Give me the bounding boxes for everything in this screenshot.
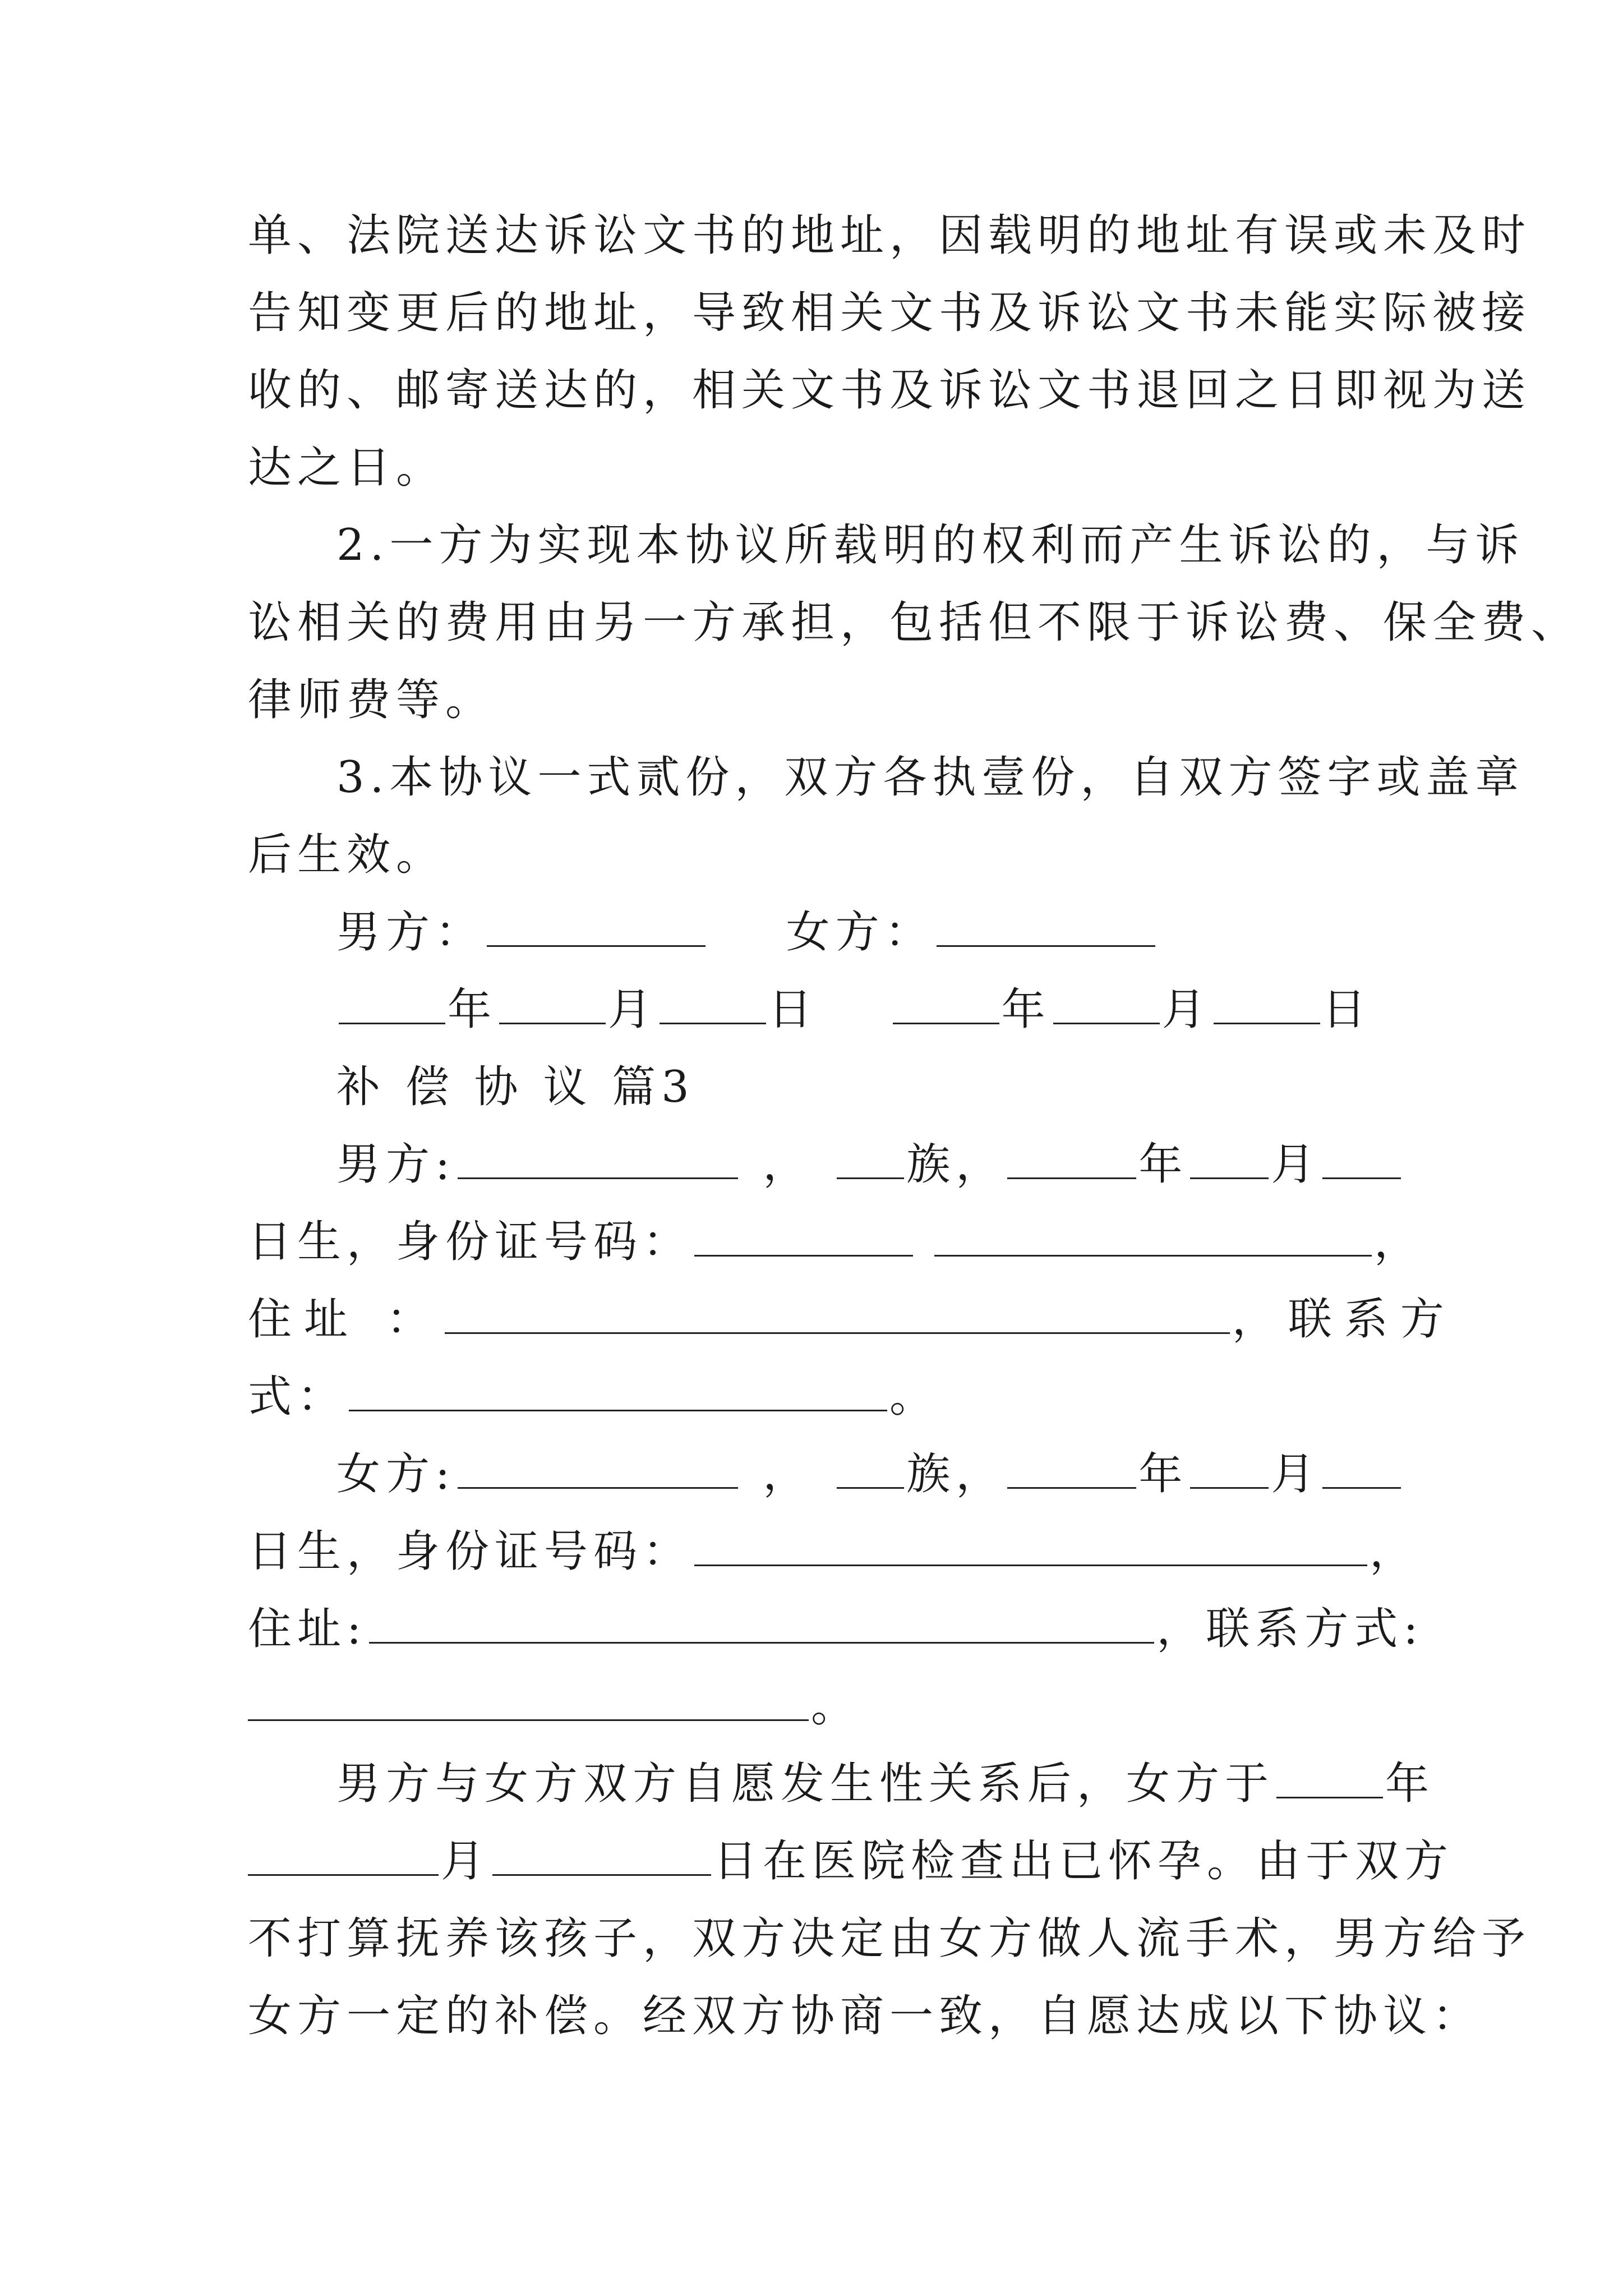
contact-label: ，联系方式:	[1156, 1604, 1424, 1654]
para-text: 日在医院检查出已怀孕。由于双方	[713, 1836, 1454, 1887]
male-id-row	[248, 1214, 1424, 1270]
male-name-blank[interactable]	[458, 1140, 738, 1179]
female-address-label: 住址:	[248, 1604, 367, 1654]
date-month-label: 月	[1161, 984, 1211, 1035]
female-birth-day-blank[interactable]	[1322, 1450, 1401, 1489]
female-info-row	[336, 1446, 1386, 1502]
text-line-3: 收的、邮寄送达的，相关文书及诉讼文书退回之日即视为送	[248, 365, 1532, 416]
female-birth-year-blank[interactable]	[1007, 1450, 1136, 1489]
date-year-label: 年	[448, 984, 497, 1035]
signature-row	[336, 904, 1386, 960]
male-address-label: 住址 ：	[248, 1294, 442, 1345]
para-line-2	[248, 1833, 1454, 1889]
female-id-row	[248, 1524, 1419, 1580]
female-birth-month-blank[interactable]	[1190, 1450, 1269, 1489]
female-signature-blank[interactable]	[937, 908, 1155, 947]
male-date-year-blank[interactable]	[339, 986, 445, 1024]
female-id-blank[interactable]	[694, 1527, 1367, 1566]
month-label: 月	[441, 1836, 491, 1887]
date-month-label: 月	[608, 984, 658, 1035]
para-line-3: 不打算抚养该孩子，双方决定由女方做人流手术，男方给予	[248, 1913, 1532, 1964]
clause-2-line-3: 律师费等。	[248, 675, 495, 725]
female-name-blank[interactable]	[458, 1450, 738, 1489]
male-id-label: 日生，身份证号码：	[248, 1217, 693, 1267]
male-id-blank-2[interactable]	[934, 1218, 1372, 1257]
female-address-row	[248, 1601, 1424, 1657]
male-address-row	[248, 1291, 1456, 1347]
female-ethnic-blank[interactable]	[837, 1450, 904, 1489]
month-label: 月	[1271, 1139, 1321, 1190]
male-date-month-blank[interactable]	[499, 986, 606, 1024]
pregnancy-month-blank[interactable]	[248, 1837, 439, 1876]
year-label: 年	[1385, 1759, 1435, 1809]
female-label: 女方:	[336, 1449, 456, 1499]
date-year-label: 年	[1001, 984, 1051, 1035]
comma: ，	[1374, 1217, 1424, 1267]
male-ethnic-blank[interactable]	[837, 1140, 904, 1179]
male-birth-day-blank[interactable]	[1322, 1140, 1401, 1179]
female-date-month-blank[interactable]	[1053, 986, 1160, 1024]
male-contact-blank[interactable]	[349, 1373, 887, 1411]
para-line-4: 女方一定的补偿。经双方协商一致，自愿达成以下协议：	[248, 1991, 1482, 2041]
male-date-day-blank[interactable]	[660, 986, 766, 1024]
female-contact-row	[248, 1678, 1386, 1734]
section-title: 补 偿 协 议 篇3	[336, 1062, 695, 1112]
pregnancy-year-blank[interactable]	[1276, 1760, 1383, 1798]
male-id-blank-1[interactable]	[694, 1218, 913, 1257]
para-line-1	[336, 1756, 1435, 1812]
comma: ，	[1370, 1526, 1419, 1577]
clause-3-line-1: 3.本协议一式贰份，双方各执壹份，自双方签字或盖章	[336, 752, 1525, 803]
period: 。	[811, 1681, 861, 1732]
para-text: 男方与女方双方自愿发生性关系后，女方于	[336, 1759, 1275, 1809]
male-birth-month-blank[interactable]	[1190, 1140, 1269, 1179]
contact-label-cont: 式：	[248, 1372, 347, 1422]
male-signature-blank[interactable]	[487, 908, 706, 947]
female-id-label: 日生，身份证号码：	[248, 1526, 693, 1577]
comma: ，	[763, 1449, 813, 1499]
female-signature-label: 女方：	[786, 907, 934, 958]
date-day-label: 日	[768, 984, 818, 1035]
contact-label: ，联系方	[1232, 1294, 1456, 1345]
clause-2-line-2: 讼相关的费用由另一方承担，包括但不限于诉讼费、保全费、	[248, 597, 1581, 648]
date-day-label: 日	[1322, 984, 1372, 1035]
female-address-blank[interactable]	[369, 1605, 1154, 1644]
female-date-day-blank[interactable]	[1214, 986, 1320, 1024]
text-line-2: 告知变更后的地址，导致相关文书及诉讼文书未能实际被接	[248, 288, 1532, 338]
female-contact-blank[interactable]	[248, 1682, 809, 1721]
text-line-4: 达之日。	[248, 443, 446, 493]
male-contact-row	[248, 1369, 1386, 1425]
female-date-year-blank[interactable]	[893, 986, 999, 1024]
ethnic-label: 族，	[906, 1139, 1006, 1190]
male-label: 男方:	[336, 1139, 456, 1190]
clause-3-line-2: 后生效。	[248, 830, 446, 880]
male-address-blank[interactable]	[445, 1295, 1230, 1334]
male-birth-year-blank[interactable]	[1007, 1140, 1136, 1179]
text-line-1: 单、法院送达诉讼文书的地址，因载明的地址有误或未及时	[248, 210, 1532, 261]
pregnancy-day-blank[interactable]	[492, 1837, 711, 1876]
male-info-row	[336, 1137, 1386, 1193]
year-label: 年	[1138, 1449, 1188, 1499]
clause-2-line-1: 2.一方为实现本协议所载明的权利而产生诉讼的，与诉	[336, 520, 1525, 570]
male-signature-label: 男方：	[336, 907, 485, 958]
month-label: 月	[1271, 1449, 1321, 1499]
comma: ，	[763, 1139, 813, 1190]
year-label: 年	[1138, 1139, 1188, 1190]
signature-date-row	[336, 982, 1386, 1038]
ethnic-label: 族，	[906, 1449, 1006, 1499]
period: 。	[889, 1372, 939, 1422]
